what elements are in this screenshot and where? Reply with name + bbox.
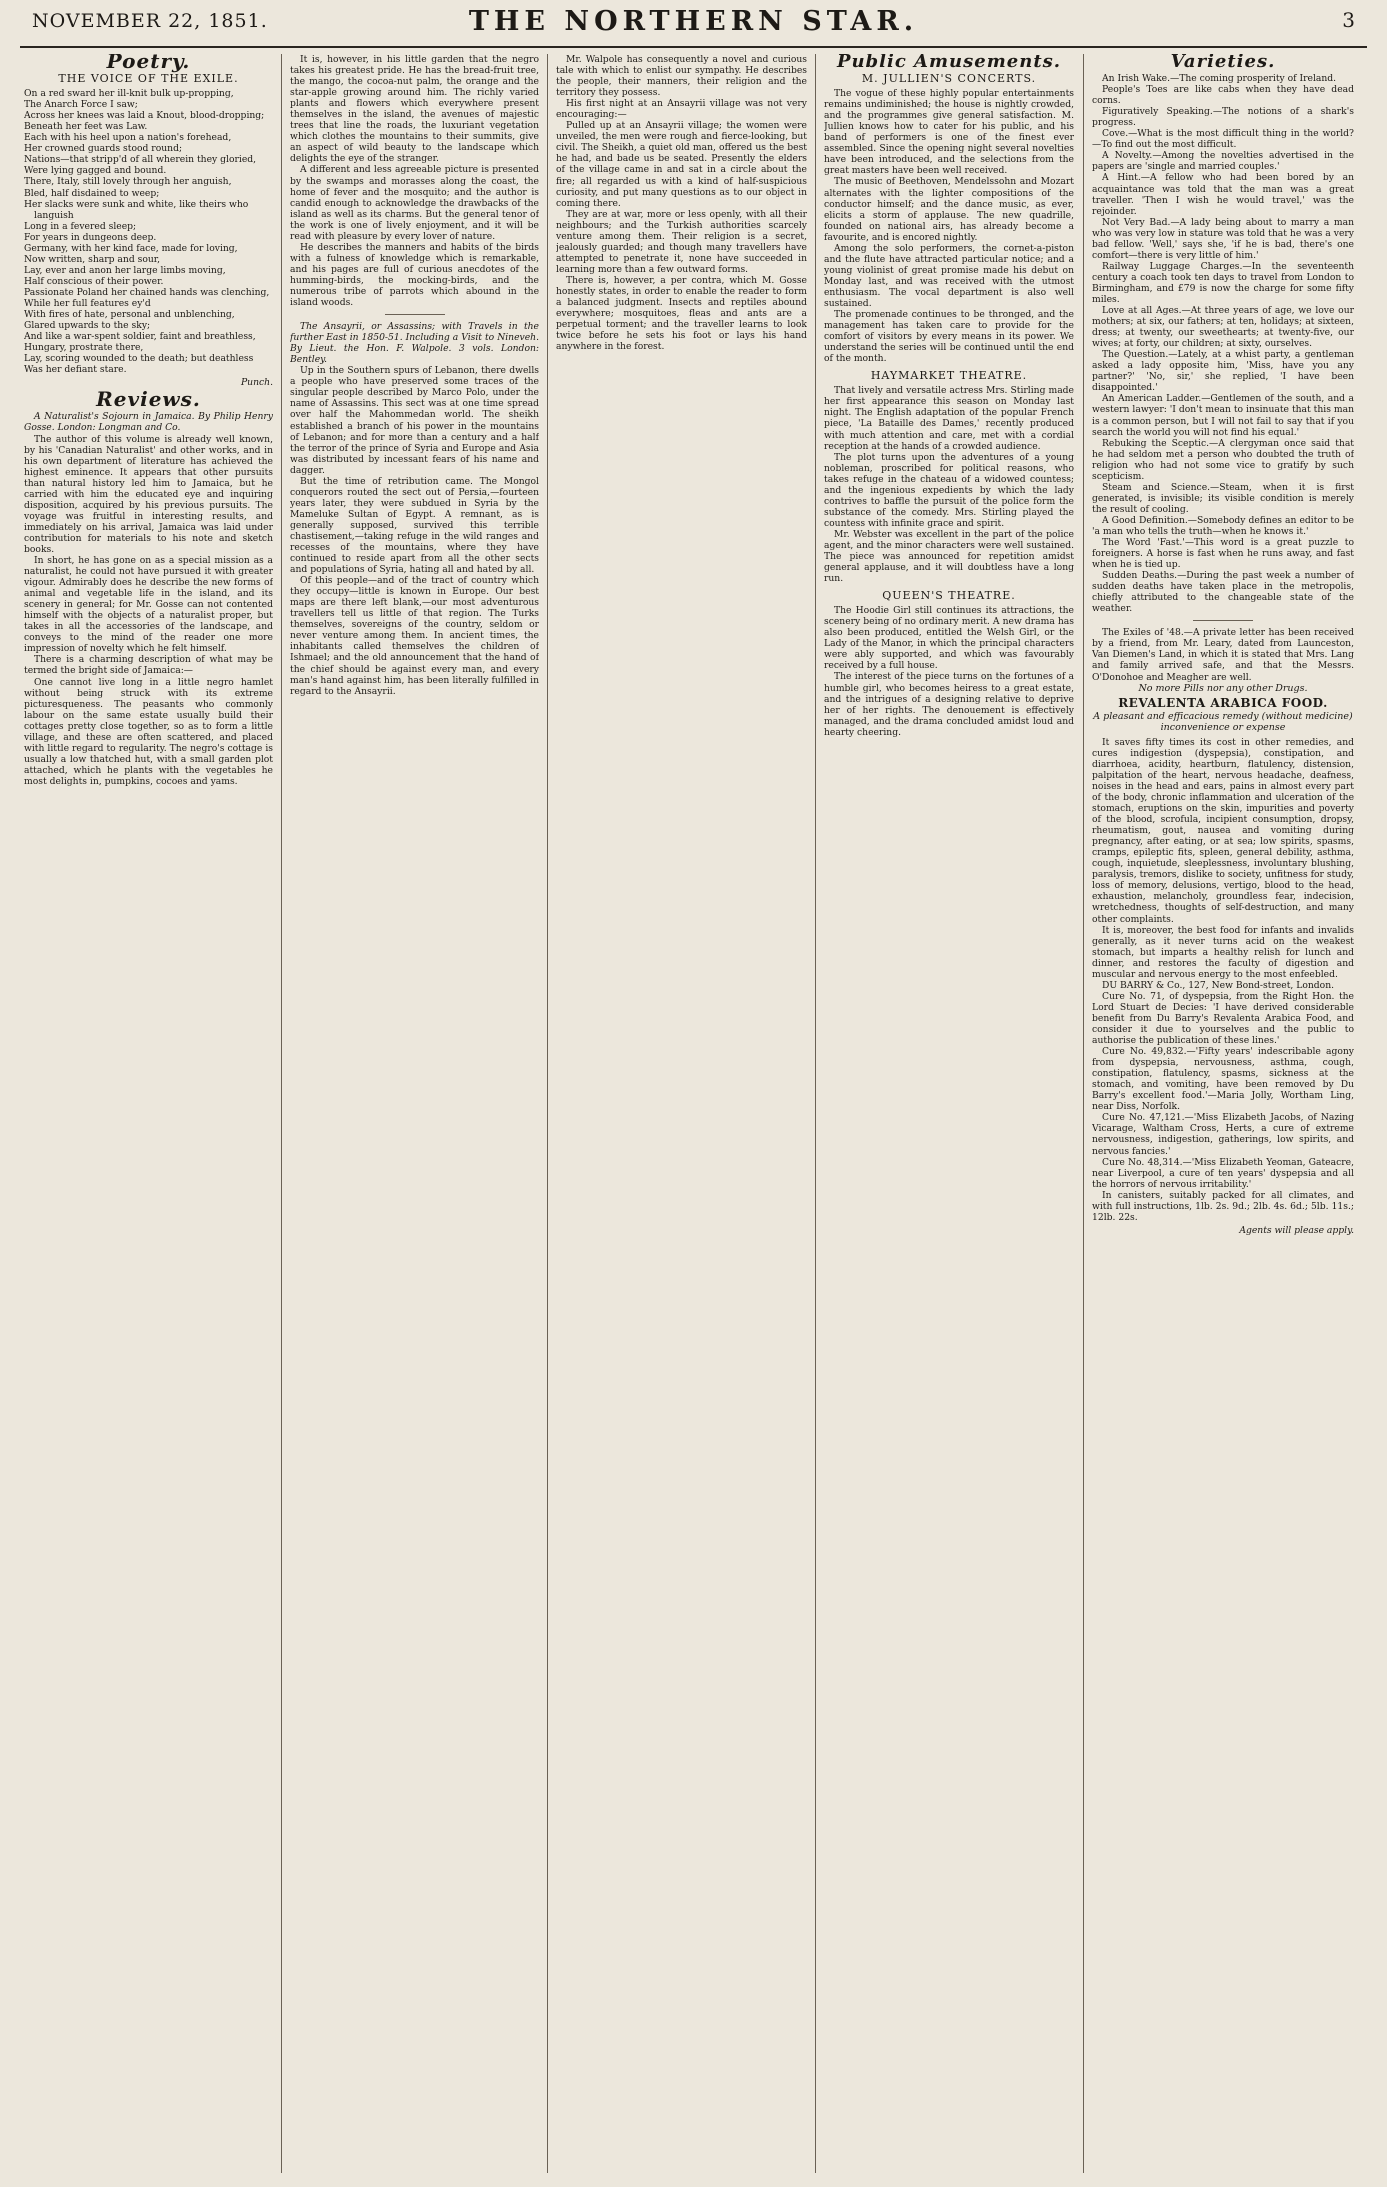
- advert-paragraph: Cure No. 71, of dyspepsia, from the Right Hon. the Lord Stuart de Decies: 'I have derived considerable benefit from Du Barry's Revalenta Arabica Food, and consider it due to yourselves and the public to authorise the publication of these lines.': [1092, 990, 1354, 1047]
- poetry-heading: Poetry.: [106, 54, 191, 73]
- poem-line: Germany, with her kind face, made for loving,: [24, 242, 238, 254]
- variety-item: People's Toes are like cabs when they have dead corns.: [1092, 84, 1354, 107]
- review-paragraph: It is, however, in his little garden that the negro takes his greatest pride. He has the bread-fruit tree, the mango, the cocoa-nut palm, the orange and the star-apple growing around him. The richly varied plants and flowers which everywhere present themselves in the island, the avenues of majestic trees that line the roads, the luxuriant vegetation which clothes the mountains to their summits, give an aspect of wild beauty to the landscape which delights the eye of the stranger.: [290, 54, 539, 165]
- variety-item: Rebuking the Sceptic.—A clergyman once said that he had seldom met a person who doubted the truth of religion who had not some vice to gratify by such scepticism.: [1092, 437, 1354, 482]
- variety-item: The Question.—Lately, at a whist party, a gentleman asked a lady opposite him, 'Miss, have you any partner?' 'No, sir,' she replied, 'I have been disappointed.': [1092, 349, 1354, 394]
- column-1: [24, 54, 273, 2173]
- poem-line: Was her defiant stare.: [24, 364, 127, 376]
- poem-line: Nations—that stripp'd of all wherein they gloried,: [24, 154, 257, 166]
- poem-line: There, Italy, still lovely through her anguish,: [24, 176, 232, 188]
- column-divider: [281, 54, 282, 2173]
- ansayrii-body: [290, 365, 539, 696]
- exiles-notice: The Exiles of '48.—A private letter has been received by a friend, from Mr. Leary, dated from Launceston, Van Diemen's Land, in which it is stated that Mrs. Lang and family arrived safe, and that the Messrs. O'Donohoe and Meagher are well.: [1092, 627, 1354, 683]
- advert-footer: Agents will please apply.: [1239, 1224, 1354, 1236]
- ansayrii-paragraph: They are at war, more or less openly, with all their neighbours; and the Turkish authorities scarcely venture among them. Their religion is a secret, jealously guarded; and though many travellers have attempted to penetrate it, none have succeeded in learning more than a few outward forms.: [556, 208, 807, 275]
- queens-heading: QUEEN'S THEATRE.: [882, 589, 1016, 603]
- variety-item: An American Ladder.—Gentlemen of the south, and a western lawyer: 'I don't mean to insinuate that this man is a common person, but I will not fail to say that if you search the world you will not find his equal.': [1092, 393, 1354, 438]
- section-rule: [385, 314, 445, 315]
- advert-paragraph: It is, moreover, the best food for infants and invalids generally, as it never turns acid on the weakest stomach, but imparts a healthy relish for lunch and dinner, and restores the faculty of digestion and muscular and nervous energy to the most enfeebled.: [1092, 924, 1354, 980]
- poem-line: Lay, scoring wounded to the death; but deathless: [24, 353, 254, 365]
- column-3: [556, 54, 807, 2173]
- column-5: [1092, 54, 1354, 2173]
- review-paragraph: There is a charming description of what may be termed the bright side of Jamaica:—: [24, 654, 273, 677]
- variety-item: Railway Luggage Charges.—In the seventeenth century a coach took ten days to travel from London to Birmingham, and £79 is now the charge for some fifty miles.: [1092, 260, 1354, 305]
- ansayrii-paragraph: Of this people—and of the tract of country which they occupy—little is known in Europe. Our best maps are there left blank,—our most adventurous travellers tell us little of that region. The Turks themselves, sovereigns of the country, seldom or never venture among them. In ancient times, the inhabitants called themselves the children of Ishmael; and the old announcement that the hand of the chief should be against every man, and every man's hand against him, has been literally fulfilled in regard to the Ansayrii.: [290, 575, 539, 697]
- column-divider: [1083, 54, 1084, 2173]
- poem-line: Lay, ever and anon her large limbs moving,: [24, 264, 226, 276]
- variety-item: Love at all Ages.—At three years of age, we love our mothers; at six, our fathers; at ten, holidays; at sixteen, dress; at twenty, our sweethearts; at twenty-five, our wives; at forty, our children; at sixty, ourselves.: [1092, 305, 1354, 350]
- advert-heading: REVALENTA ARABICA FOOD.: [1118, 695, 1328, 710]
- variety-item: An Irish Wake.—The coming prosperity of Ireland.: [1102, 73, 1337, 85]
- masthead-rule: [20, 46, 1367, 48]
- review-paragraph: In short, he has gone on as a special mission as a naturalist, he could not have pursued it with greater vigour. Admirably does he describe the new forms of animal and vegetable life in the island, and its scenery in general; for Mr. Gosse can not contented himself with the objects of a naturalist proper, but takes in all the accessories of the landscape, and conveys to the mind of the reader one more impression of novelty which he felt himself.: [24, 555, 273, 655]
- column-4: [824, 54, 1074, 2173]
- ansayrii-paragraph: Mr. Walpole has consequently a novel and curious tale with which to enlist our sympathy. He describes the people, their manners, their religion and the territory they possess.: [556, 54, 807, 99]
- haymarket-body: [824, 385, 1074, 584]
- haymarket-paragraph: Mr. Webster was excellent in the part of the police agent, and the minor characters were well sustained. The piece was announced for repetition amidst general applause, and it will doubtless have a long run.: [824, 528, 1074, 585]
- variety-item: Sudden Deaths.—During the past week a number of sudden deaths have taken place in the metropolis, chiefly attributed to the changeable state of the weather.: [1092, 570, 1354, 615]
- reviews-heading: Reviews.: [96, 387, 201, 412]
- variety-item: The Word 'Fast.'—This word is a great puzzle to foreigners. A horse is fast when he runs away, and fast when he is tied up.: [1092, 537, 1354, 571]
- page-number: 3: [1342, 8, 1355, 32]
- advert-paragraph: In canisters, suitably packed for all climates, and with full instructions, 1lb. 2s. 9d.; 2lb. 4s. 6d.; 5lb. 11s.; 12lb. 22s.: [1092, 1189, 1354, 1223]
- variety-item: A Novelty.—Among the novelties advertised in the papers are 'single and married couples.': [1092, 150, 1354, 173]
- poem-line: While her full features ey'd: [24, 297, 151, 309]
- poem-line: Now written, sharp and sour,: [24, 253, 161, 265]
- advert-paragraph: DU BARRY & Co., 127, New Bond-street, London.: [1102, 979, 1335, 991]
- poem-line: On a red sward her ill-knit bulk up-propping,: [24, 88, 234, 100]
- review-paragraph: He describes the manners and habits of the birds with a fulness of knowledge which is remarkable, and his pages are full of curious anecdotes of the humming-birds, the mocking-birds, and the numerous tribe of parrots which abound in the island woods.: [290, 241, 539, 309]
- ansayrii-book-title: The Ansayrii, or Assassins; with Travels in the further East in 1850-51. Including a Visit to Nineveh. By Lieut. the Hon. F. Walpole. 3 vols. London: Bentley.: [290, 321, 539, 366]
- column-divider: [547, 54, 548, 2173]
- poem-line: Passionate Poland her chained hands was clenching,: [24, 286, 270, 298]
- haymarket-heading: HAYMARKET THEATRE.: [870, 369, 1028, 383]
- masthead: [20, 0, 1367, 48]
- varieties-heading: Varieties.: [1170, 54, 1276, 72]
- variety-item: A Good Definition.—Somebody defines an editor to be 'a man who tells the truth—when he knows it.': [1092, 514, 1354, 537]
- variety-item: A Hint.—A fellow who had been bored by an acquaintance was told that the man was a great traveller. 'Then I wish he would travel,' was the rejoinder.: [1092, 172, 1354, 217]
- poem-attribution: Punch.: [241, 377, 273, 389]
- variety-item: Not Very Bad.—A lady being about to marry a man who was very low in stature was told that he was a very bad fellow. 'Well,' says she, 'if he is bad, there's one comfort—there is very little of him.': [1092, 216, 1354, 261]
- ansayrii-paragraph: Pulled up at an Ansayrii village; the women were unveiled, the men were rough and fierce-looking, but civil. The Sheikh, a quiet old man, offered us the best he had, and bade us be seated. Presently the elders of the village came in and sat in a circle about the fire; all regarded us with a kind of half-suspicious curiosity, and put many questions as to our object in coming there.: [556, 120, 807, 209]
- public-amusements-heading: Public Amusements.: [836, 54, 1062, 72]
- variety-item: Figuratively Speaking.—The notions of a shark's progress.: [1092, 106, 1354, 129]
- jullien-body: [824, 88, 1074, 364]
- poem-line: Hungary, prostrate there,: [24, 342, 144, 354]
- poem-line: Beneath her feet was Law.: [24, 121, 148, 133]
- queens-paragraph: The Hoodie Girl still continues its attractions, the scenery being of no ordinary merit. A new drama has also been produced, entitled the Welsh Girl, or the Lady of the Manor, in which the principal characters were ably supported, and which was favourably received by a full house.: [824, 605, 1074, 672]
- poem-line: Her crowned guards stood round;: [24, 143, 183, 155]
- queens-paragraph: The interest of the piece turns on the fortunes of a humble girl, who becomes heiress to a great estate, and the intrigues of a designing relative to deprive her of her rights. The denouement is effectively managed, and the drama concluded amidst loud and hearty cheering.: [824, 671, 1074, 738]
- poem-line: Were lying gagged and bound.: [24, 165, 167, 177]
- column-divider: [815, 54, 816, 2173]
- advert-paragraph: It saves fifty times its cost in other remedies, and cures indigestion (dyspepsia), constipation, and diarrhoea, acidity, heartburn, flatulency, distension, palpitation of the heart, nervous headache, deafness, noises in the head and ears, pains in almost every part of the body, chronic inflammation and ulceration of the stomach, eruptions on the skin, impurities and poverty of the blood, scrofula, incipient consumption, dropsy, rheumatism, gout, nausea and vomiting during pregnancy, after eating, or at sea; low spirits, spasms, cramps, epileptic fits, spleen, general debility, asthma, cough, inquietude, sleeplessness, involuntary blushing, paralysis, tremors, dislike to society, unfitness for study, loss of memory, delusions, vertigo, blood to the head, exhaustion, melancholy, groundless fear, indecision, wretchedness, thoughts of self-destruction, and many other complaints.: [1092, 736, 1354, 925]
- issue-date: NOVEMBER 22, 1851.: [32, 10, 268, 32]
- poem-body: [24, 88, 273, 375]
- ansayrii-continued: [556, 54, 807, 352]
- queens-body: [824, 605, 1074, 738]
- poem-line: And like a war-spent soldier, faint and breathless,: [24, 331, 256, 343]
- review-paragraph: A different and less agreeable picture is presented by the swamps and morasses along the coast, the home of fever and the mosquito; and the author is candid enough to acknowledge the drawbacks of the island as well as its charms. But the general tenor of the work is one of lively enjoyment, and it will be read with pleasure by every lover of nature.: [290, 164, 539, 242]
- haymarket-paragraph: The plot turns upon the adventures of a young nobleman, proscribed for political reasons, who takes refuge in the chateau of a widowed countess; and the ingenious expedients by which the lady contrives to baffle the pursuit of the police form the substance of the comedy. Mrs. Stirling played the countess with infinite grace and spirit.: [824, 451, 1074, 529]
- poem-line: The Anarch Force I saw;: [24, 99, 138, 111]
- advert-notice: No more Pills nor any other Drugs.: [1138, 682, 1308, 694]
- review-body: [24, 434, 273, 788]
- varieties-list: [1092, 73, 1354, 614]
- ansayrii-paragraph: His first night at an Ansayrii village was not very encouraging:—: [556, 98, 807, 121]
- review-paragraph: The author of this volume is already well known, by his 'Canadian Naturalist' and other works, and in his own department of literature has achieved the highest eminence. It appears that other pursuits than natural history led him to Jamaica, but he carried with him the educated eye and inquiring disposition, acquired by his previous pursuits. The voyage was fruitful in interesting results, and immediately on his arrival, Jamaica was laid under contribution for materials to his note and sketch books.: [24, 433, 273, 555]
- advert-paragraph: Cure No. 49,832.—'Fifty years' indescribable agony from dyspepsia, nervousness, asthma, cough, constipation, flatulency, spasms, sickness at the stomach, and vomiting, have been removed by Du Barry's excellent food.'—Maria Jolly, Wortham Ling, near Diss, Norfolk.: [1092, 1046, 1354, 1113]
- poem-line: Glared upwards to the sky;: [24, 320, 151, 332]
- poem-line: With fires of hate, personal and unblenching,: [24, 309, 235, 321]
- jullien-paragraph: The vogue of these highly popular entertainments remains undiminished; the house is nightly crowded, and the programmes give general satisfaction. M. Jullien knows how to cater for his public, and his band of performers is one of the finest ever assembled. Since the opening night several novelties have been introduced, and the selections from the great masters have been well received.: [824, 88, 1074, 177]
- poem-line: Long in a fevered sleep;: [24, 220, 137, 232]
- jullien-paragraph: Among the solo performers, the cornet-a-piston and the flute have attracted particular notice; and a young violinist of great promise made his debut on Monday last, and was received with the utmost enthusiasm. The vocal department is also well sustained.: [824, 242, 1074, 309]
- advert-paragraph: Cure No. 47,121.—'Miss Elizabeth Jacobs, of Nazing Vicarage, Waltham Cross, Herts, a cure of extreme nervousness, indigestion, gatherings, low spirits, and nervous fancies.': [1092, 1112, 1354, 1157]
- newspaper-title: THE NORTHERN STAR.: [468, 6, 919, 37]
- ansayrii-paragraph: There is, however, a per contra, which M. Gosse honestly states, in order to enable the reader to form a balanced judgment. Insects and reptiles abound everywhere; mosquitoes, fleas and ants are a perpetual torment; and the traveller learns to look twice before he sets his foot or lays his hand anywhere in the forest.: [556, 274, 807, 353]
- review-paragraph: One cannot live long in a little negro hamlet without being struck with its extreme picturesqueness. The peasants who commonly labour on the same estate usually build their cottages pretty close together, so as to form a little village, and these are often scattered, and placed with little regard to regularity. The negro's cottage is usually a low thatched hut, with a small garden plot attached, which he plants with the vegetables he most delights in, pumpkins, cocoes and yams.: [24, 676, 273, 787]
- variety-item: Cove.—What is the most difficult thing in the world?—To find out the most difficult.: [1092, 128, 1354, 151]
- poem-line: Her slacks were sunk and white, like theirs who languish: [24, 198, 249, 221]
- jullien-heading: M. JULLIEN'S CONCERTS.: [861, 72, 1037, 86]
- ansayrii-paragraph: But the time of retribution came. The Mongol conquerors routed the sect out of Persia,—fourteen years later, they were subdued in Syria by the Mameluke Sultan of Egypt. A remnant, as is generally supposed, survived this terrible chastisement,—taking refuge in the wild ranges and recesses of the mountains, where they have continued to reside apart from all the other sects and populations of Syria, hating all and hated by all.: [290, 475, 539, 576]
- section-rule: [1193, 620, 1253, 621]
- review-continued: [290, 54, 539, 308]
- poem-title: THE VOICE OF THE EXILE.: [58, 72, 239, 86]
- advert-body: [1092, 737, 1354, 1223]
- review-book-title: A Naturalist's Sojourn in Jamaica. By Philip Henry Gosse. London: Longman and Co.: [24, 411, 273, 434]
- advert-paragraph: Cure No. 48,314.—'Miss Elizabeth Yeoman, Gateacre, near Liverpool, a cure of ten years' dyspepsia and all the horrors of nervous irritability.': [1092, 1156, 1354, 1190]
- poem-line: Half conscious of their power.: [24, 275, 164, 287]
- jullien-paragraph: The music of Beethoven, Mendelssohn and Mozart alternates with the lighter compositions of the conductor himself; and the dance music, as ever, elicits a storm of applause. The new quadrille, founded on national airs, has already become a favourite, and is encored nightly.: [824, 176, 1074, 243]
- ansayrii-paragraph: Up in the Southern spurs of Lebanon, there dwells a people who have preserved some traces of the singular people described by Marco Polo, under the name of Assassins. This sect was at one time spread over half the Mahommedan world. The sheikh established a branch of his power in the mountains of Lebanon; and for more than a century and a half the terror of the prince of Syria and Europe and Asia was distributed by incessant fears of his name and dagger.: [290, 365, 539, 476]
- jullien-paragraph: The promenade continues to be thronged, and the management has taken care to provide for the comfort of visitors by every means in its power. We understand the series will be continued until the end of the month.: [824, 309, 1074, 365]
- variety-item: Steam and Science.—Steam, when it is first generated, is invisible; its visible condition is merely the result of cooling.: [1092, 481, 1354, 515]
- column-2: [290, 54, 539, 2173]
- poem-line: Across her knees was laid a Knout, blood-dropping;: [24, 110, 265, 122]
- poem-line: Each with his heel upon a nation's forehead,: [24, 132, 232, 144]
- poem-line: Bled, half disdained to weep;: [24, 187, 160, 199]
- advert-subheading: A pleasant and efficacious remedy (without medicine) inconvenience or expense: [1093, 710, 1353, 733]
- haymarket-paragraph: That lively and versatile actress Mrs. Stirling made her first appearance this season on Monday last night. The English adaptation of the popular French piece, 'La Bataille des Dames,' recently produced with much attention and care, met with a cordial reception at the hands of a crowded audience.: [824, 385, 1074, 452]
- poem-line: For years in dungeons deep.: [24, 231, 157, 243]
